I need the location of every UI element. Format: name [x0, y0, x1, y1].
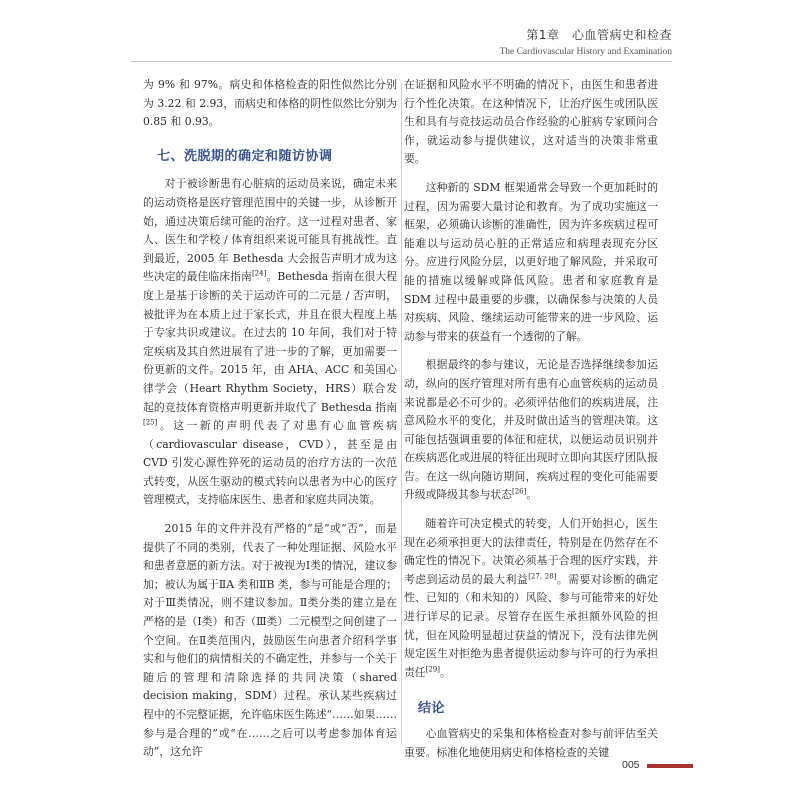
right-column [404, 76, 658, 762]
paragraph: 为 9% 和 97%。病史和体格检查的阳性似然比分别为 3.22 和 2.93，而病史和体格的阴性似然比分别为 0.85 和 0.93。 [143, 78, 397, 129]
citation: [27, 28] [528, 572, 557, 581]
paragraph: 对于被诊断患有心脏病的运动员来说，确定未来的运动资格是医疗管理范围中的关键一步，从诊断开始，通过决策后续可能的治疗。这一过程对患者、家人、医生和学校 / 体育组织来说可能具有挑战性。直到最近，2005 年 Bethesda 大会报告声明才成为这些决定的最佳临床指南[24]。Bethesda 指南在很大程度上是基于诊断的关于运动许可的二元是 / 否声明，被批评为在本质上过于家长式，并且在很大程度上基于专家共识或建议。在过去的 10 年间，我们对于特定疾病及其自然进展有了进一步的了解，更加需要一份更新的文件。2015 年，由 AHA、ACC 和美国心律学会（Heart Rhythm Society，HRS）联合发起的竞技体育资格声明更新并取代了 Bethesda 指南[25]。这一新的声明代表了对患有心血管疾病（cardiovascular disease，CVD），甚至是由 CVD 引发心源性猝死的运动员的治疗方法的一次范式转变，从医生驱动的模式转向以患者为中心的医疗管理模式，支持临床医生、患者和家庭共同决策。 [143, 177, 398, 507]
page-number: 005 [622, 759, 640, 771]
left-column [143, 76, 397, 762]
paragraph: 根据最终的参与建议，无论是否选择继续参加运动，纵向的医疗管理对所有患有心血管疾病的运动员来说都是必不可少的。必须评估他们的疾病进展，注意风险水平的变化，并及时做出适当的管理决策。这可能包括强调重要的体征和症状，以便运动员识别并在疾病恶化或进展的特征出现时立即向其医疗团队报告。在这一纵向随访期间，疾病过程的变化可能需要升级或降级其参与状态[26]。 [404, 358, 658, 502]
chapter-title: 第1章 心血管病史和检查 [526, 28, 672, 42]
chapter-title-english: The Cardiovascular History and Examination [499, 47, 672, 57]
citation: [26] [511, 487, 527, 496]
paragraph: 随着许可决定模式的转变，人们开始担心，医生现在必须承担更大的法律责任，特别是在仍然存在不确定性的情况下。决策必须基于合理的医疗实践，并考虑到运动员的最大利益[27, 28]。需要对诊断的确定性、已知的（和未知的）风险、参与可能带来的好处进行详尽的记录。尽管存在医生承担额外风险的担忧，但在风险明显超过获益的情况下，没有法律先例规定医生对拒绝为患者提供运动参与许可的行为承担责任[29]。 [404, 517, 659, 679]
column-divider [401, 84, 402, 744]
paragraph: 2015 年的文件并没有严格的“是”或“否”，而是提供了不同的类别，代表了一种处理证据、风险水平和患者意愿的新方法。对于被视为Ⅰ类的情况，建议参加；被认为属于ⅡA 类和ⅡB 类，参与可能是合理的；对于Ⅲ类情况，则不建议参加。Ⅱ类分类的建立是在严格的是（Ⅰ类）和否（Ⅲ类）二元模型之间创建了一个空间。在Ⅱ类范围内，鼓励医生向患者介绍科学事实和与他们的病情相关的不确定性，并参与一个关于随后的管理和清除选择的共同决策（shared decision making，SDM）过程。承认某些疾病过程中的不完整证据，允许临床医生陈述“……如果……参与是合理的”或“在……之后可以考虑参加体育运动”，这允许 [143, 522, 397, 759]
section-heading: 结论 [418, 701, 446, 717]
header-divider [131, 61, 672, 62]
paragraph: 在证据和风险水平不明确的情况下，由医生和患者进行个性化决策。在这种情况下，让治疗医生或团队医生和具有与竞技运动员合作经验的心脏病专家顾问合作，就运动参与提供建议，这对适当的决策非常重要。 [404, 78, 658, 166]
citation: [29] [425, 665, 440, 674]
citation: [25] [143, 418, 158, 427]
paragraph: 心血管病史的采集和体格检查对参与前评估至关重要。标准化地使用病史和体格检查的关键 [404, 727, 658, 759]
citation: [24] [251, 269, 267, 278]
section-heading: 七、洗脱期的确定和随访协调 [157, 148, 333, 164]
footer-accent-bar [647, 764, 693, 768]
paragraph: 这种新的 SDM 框架通常会导致一个更加耗时的过程，因为需要大量讨论和教育。为了成功实施这一框架，必须确认诊断的准确性，因为许多疾病过程可能难以与运动员心脏的正常适应和病理表现充分区分。应进行风险分层，以更好地了解风险，并采取可能的措施以缓解或降低风险。患者和家庭教育是 SDM 过程中最重要的步骤，以确保参与决策的人员对疾病、风险、继续运动可能带来的进一步风险、运动参与带来的获益有一个透彻的了解。 [404, 180, 658, 343]
running-header [499, 26, 672, 57]
